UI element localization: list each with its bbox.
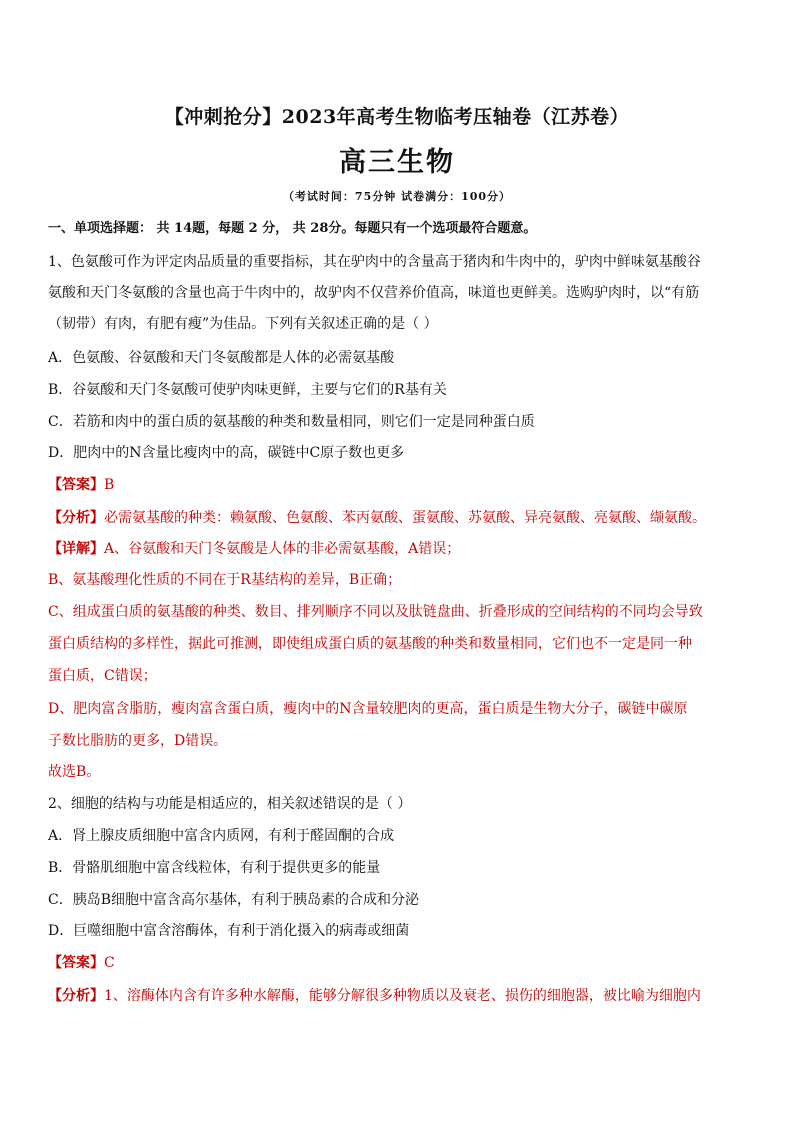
q1-option-d: D．肥肉中的N含量比瘦肉中的高，碳链中C原子数也更多: [48, 445, 405, 461]
exam-info: （考试时间：75分钟 试卷满分：100分）: [282, 190, 512, 203]
exam-subject: 高三生物: [339, 147, 455, 178]
q1-option-b: B．谷氨酸和天门冬氨酸可使驴肉味更鲜，主要与它们的R基有关: [48, 382, 447, 398]
q1-option-a: A．色氨酸、谷氨酸和天门冬氨酸都是人体的必需氨基酸: [48, 350, 395, 366]
q2-stem: 2、细胞的结构与功能是相适应的，相关叙述错误的是（ ）: [48, 796, 412, 812]
q2-analysis-tag: 【分析】: [48, 988, 104, 1004]
q1-answer-value: B: [104, 477, 115, 493]
q1-answer: [48, 474, 114, 494]
q1-detail-line-d2: 子数比脂肪的更多，D错误。: [48, 733, 228, 749]
q1-detail-line-b: B、氨基酸理化性质的不同在于R基结构的差异，B正确；: [48, 572, 402, 588]
exam-title: 【冲刺抢分】2023年高考生物临考压轴卷（江苏卷）: [164, 106, 630, 128]
q1-detail-line-d1: D、肥肉富含脂肪，瘦肉富含蛋白质，瘦肉中的N含量较肥肉的更高，蛋白质是生物大分子，碳链中碳原: [48, 701, 688, 717]
q1-stem-line-3: （韧带）有肉，有肥有瘦”为佳品。下列有关叙述正确的是（ ）: [48, 316, 438, 332]
q2-option-d: D．巨噬细胞中富含溶酶体，有利于消化摄入的病毒或细菌: [48, 923, 410, 939]
q1-stem-line-1: 1、色氨酸可作为评定肉品质量的重要指标，其在驴肉中的含量高于猪肉和牛肉中的，驴肉中鲜味氨基酸谷: [48, 254, 701, 270]
q1-detail-line-c3: 蛋白质，C错误；: [48, 668, 157, 684]
q1-detail-line-c2: 蛋白质结构的多样性，据此可推测，即使组成蛋白质的氨基酸的种类和数量相同，它们也不一定是同一种: [48, 636, 692, 652]
q1-detail: [48, 538, 460, 558]
q2-answer-value: C: [104, 955, 115, 971]
q2-answer: [48, 952, 115, 972]
q1-stem-line-2: 氨酸和天门冬氨酸的含量也高于牛肉中的，故驴肉不仅营养价值高，味道也更鲜美。选购驴肉时，以“有筋: [48, 285, 700, 301]
q1-analysis-tag: 【分析】: [48, 510, 104, 526]
q1-answer-tag: 【答案】: [48, 477, 104, 493]
q1-detail-line-c1: C、组成蛋白质的氨基酸的种类、数目、排列顺序不同以及肽链盘曲、折叠形成的空间结构的不同均会导致: [48, 604, 703, 620]
q1-option-c: C．若筋和肉中的蛋白质的氨基酸的种类和数量相同，则它们一定是同种蛋白质: [48, 414, 535, 430]
q2-answer-tag: 【答案】: [48, 955, 104, 971]
q1-conclusion: 故选B。: [48, 764, 101, 780]
q2-option-b: B．骨骼肌细胞中富含线粒体，有利于提供更多的能量: [48, 860, 381, 876]
q2-option-c: C．胰岛B细胞中富含高尔基体，有利于胰岛素的合成和分泌: [48, 892, 419, 908]
q2-analysis: [48, 985, 701, 1005]
section-header: 一、单项选择题： 共 14题，每题 2 分， 共 28分。每题只有一个选项最符合题意。: [48, 221, 537, 236]
q1-detail-tag: 【详解】: [48, 541, 104, 557]
q2-analysis-text: 1、溶酶体内含有许多种水解酶，能够分解很多种物质以及衰老、损伤的细胞器，被比喻为细胞内: [104, 988, 701, 1004]
q2-option-a: A．肾上腺皮质细胞中富含内质网，有利于醛固酮的合成: [48, 828, 395, 844]
q1-detail-first: A、谷氨酸和天门冬氨酸是人体的非必需氨基酸，A错误；: [104, 541, 461, 557]
q1-analysis: [48, 507, 706, 527]
q1-analysis-text: 必需氨基酸的种类：赖氨酸、色氨酸、苯丙氨酸、蛋氨酸、苏氨酸、异亮氨酸、亮氨酸、缬氨酸。: [104, 510, 706, 526]
